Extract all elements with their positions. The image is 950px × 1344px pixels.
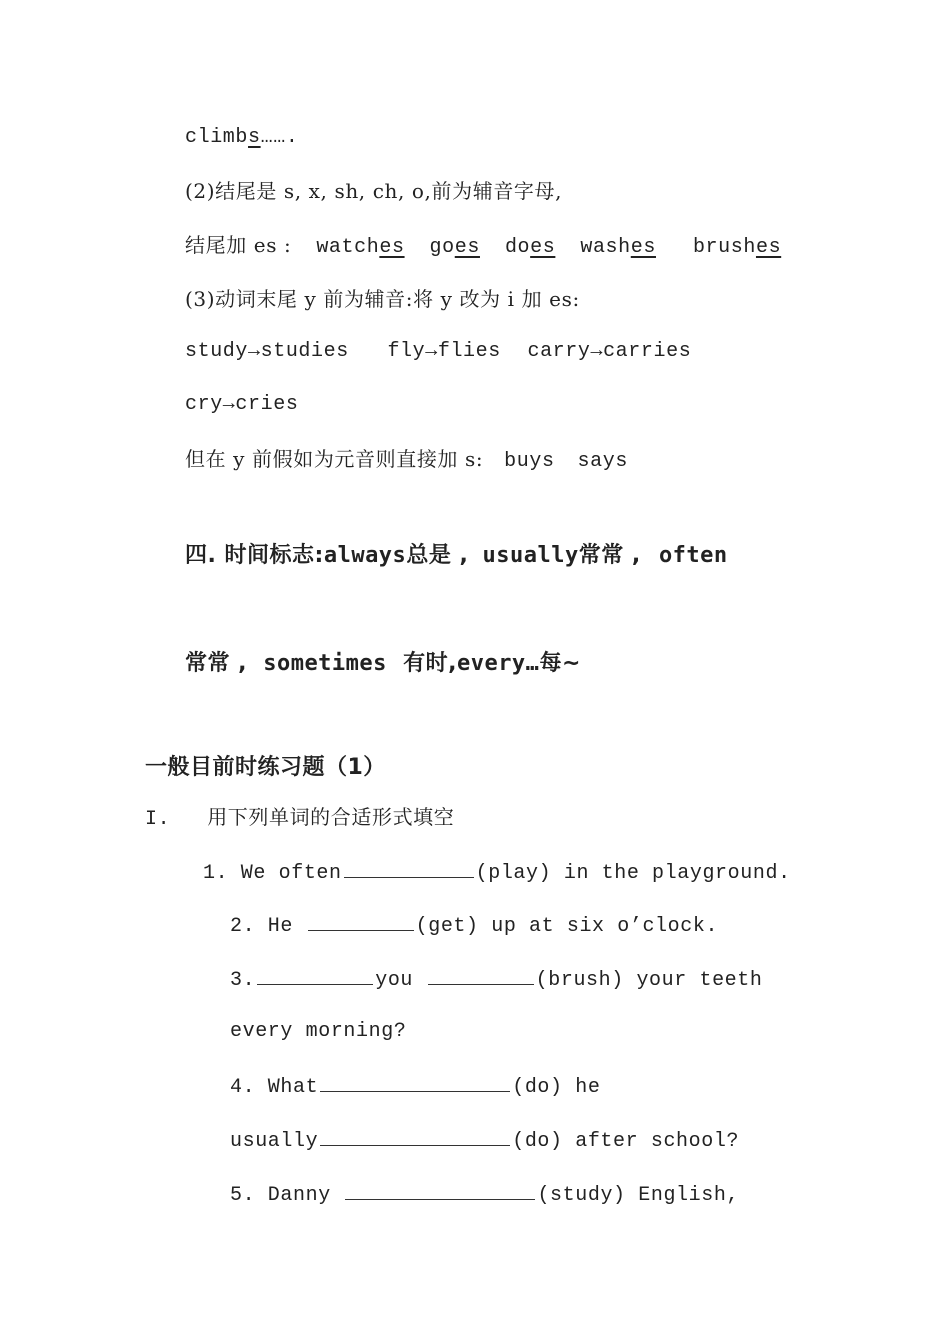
example-does: does [504,236,556,259]
time-markers-line1: 四. 时间标志:always总是 , usually常常 , often [185,543,728,568]
vowel-note-line [185,445,628,476]
example-fly: fly→flies [387,340,501,363]
answer-blank[interactable] [428,964,534,985]
example-brushes: brushes [692,236,782,259]
answer-blank[interactable] [308,910,414,931]
part-title: 用下列单词的合适形式填空 [207,805,455,829]
question-3-continued: every morning? [230,1020,407,1043]
rule2-prefix: 结尾加 es : [185,233,292,257]
exercise-title: 一般目前时练习题（1） [145,755,386,780]
answer-blank[interactable] [344,857,474,878]
rule2-examples-line [185,231,781,262]
question-3: 3. you (brush) your teeth [230,964,762,995]
part-heading [145,803,454,834]
question-4-continued: usually (do) after school? [230,1125,739,1156]
ellipsis: ……. [260,126,299,149]
rule3-examples-line1 [185,338,691,366]
question-1: 1. We often (play) in the playground. [203,857,791,888]
answer-blank[interactable] [320,1071,510,1092]
rule1-tail-line [185,124,298,152]
rule2-line1: (2)结尾是 s, x, sh, ch, o,前为辅音字母, [185,179,563,203]
word-base: climb [185,126,249,149]
example-goes: goes [429,236,480,259]
rule3-examples-line2 [185,391,298,419]
answer-blank[interactable] [345,1179,535,1200]
question-5: 5. Danny (study) English, [230,1179,739,1210]
example-cry: cry→cries [185,393,299,416]
answer-blank[interactable] [320,1125,510,1146]
example-says: says [577,450,628,473]
answer-blank[interactable] [257,964,373,985]
example-buys: buys [504,450,555,473]
time-markers-line2: 常常 , sometimes 有时,every…每~ [185,651,581,676]
rule3-line1: (3)动词末尾 y 前为辅音:将 y 改为 i 加 es: [185,287,580,311]
example-washes: washes [580,236,656,259]
example-watches: watches [316,236,405,259]
example-study: study→studies [185,340,349,363]
question-4: 4. What (do) he [230,1071,600,1102]
underlined-suffix: s [248,126,261,149]
question-2: 2. He (get) up at six o’clock. [230,910,718,941]
part-number: I. [145,808,171,831]
vowel-note: 但在 y 前假如为元音则直接加 s: [185,447,484,471]
time-markers-label: 四. 时间标志: [185,543,324,568]
example-carry: carry→carries [527,340,692,363]
